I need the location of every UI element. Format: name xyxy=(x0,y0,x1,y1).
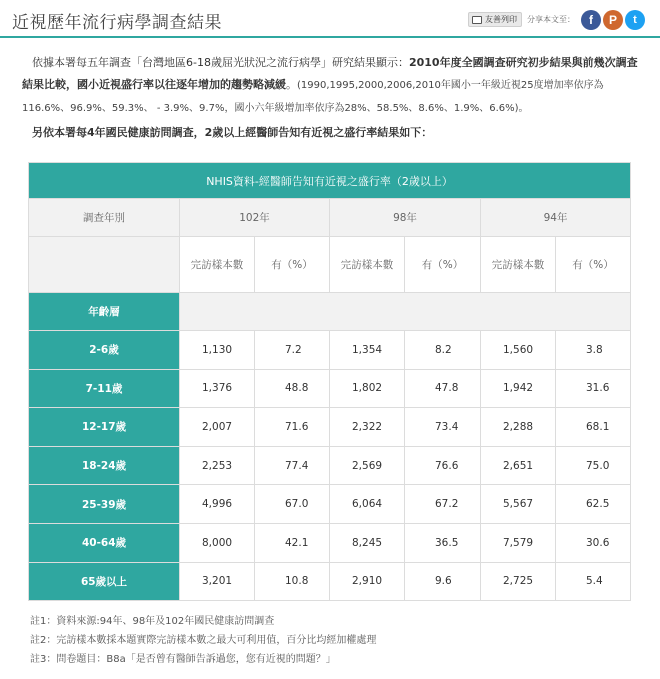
year-94: 94年 xyxy=(481,199,631,237)
sample-count-cell: 2,725 xyxy=(481,562,556,601)
sample-count-cell: 6,064 xyxy=(330,485,405,524)
prevalence-cell: 30.6 xyxy=(556,523,631,562)
prevalence-cell: 73.4 xyxy=(405,408,481,447)
page-header xyxy=(0,0,660,38)
prevalence-cell: 36.5 xyxy=(405,523,481,562)
table-row xyxy=(29,562,631,601)
year-98: 98年 xyxy=(330,199,481,237)
page-title: 近視歷年流行病學調查結果 xyxy=(12,13,222,33)
print-button[interactable] xyxy=(468,12,522,27)
sample-count-cell: 2,910 xyxy=(330,562,405,601)
sample-count-cell: 7,579 xyxy=(481,523,556,562)
sample-count-cell: 8,245 xyxy=(330,523,405,562)
share-label: 分享本文至： xyxy=(527,15,575,24)
age-cell: 12-17歲 xyxy=(29,408,180,447)
table-caption: NHIS資料-經醫師告知有近視之盛行率（2歲以上） xyxy=(29,163,631,199)
sample-count-cell: 1,802 xyxy=(330,369,405,408)
nhis-table-wrap xyxy=(28,162,630,601)
plurk-icon[interactable]: P xyxy=(603,10,623,30)
footnote-2: 註2：完訪樣本數採本題實際完訪樣本數之最大可利用值，百分比均經加權處理 xyxy=(30,635,377,646)
footnote-3: 註3：問卷題目：B8a「是否曾有醫師告訴過您，您有近視的問題？」 xyxy=(30,654,336,665)
prevalence-cell: 3.8 xyxy=(556,331,631,370)
prevalence-cell: 76.6 xyxy=(405,446,481,485)
age-cell: 65歲以上 xyxy=(29,562,180,601)
prevalence-cell: 47.8 xyxy=(405,369,481,408)
age-cell: 7-11歲 xyxy=(29,369,180,408)
sample-count-cell: 3,201 xyxy=(180,562,255,601)
sample-count-cell: 2,288 xyxy=(481,408,556,447)
age-cell: 18-24歲 xyxy=(29,446,180,485)
prevalence-cell: 62.5 xyxy=(556,485,631,524)
year-102: 102年 xyxy=(180,199,330,237)
sub-header-sample: 完訪樣本數 xyxy=(330,237,405,293)
sample-count-cell: 1,376 xyxy=(180,369,255,408)
print-button-label: 友善列印 xyxy=(485,15,517,24)
prevalence-cell: 10.8 xyxy=(255,562,330,601)
article-body xyxy=(22,52,642,144)
prevalence-cell: 7.2 xyxy=(255,331,330,370)
age-cell: 2-6歲 xyxy=(29,331,180,370)
sample-count-cell: 5,567 xyxy=(481,485,556,524)
sub-header-pct: 有（%） xyxy=(556,237,631,293)
sample-count-cell: 8,000 xyxy=(180,523,255,562)
facebook-icon[interactable]: f xyxy=(581,10,601,30)
prevalence-cell: 5.4 xyxy=(556,562,631,601)
sample-count-cell: 2,651 xyxy=(481,446,556,485)
table-row xyxy=(29,331,631,370)
sample-count-cell: 2,253 xyxy=(180,446,255,485)
sample-count-cell: 2,322 xyxy=(330,408,405,447)
sub-header-sample: 完訪樣本數 xyxy=(180,237,255,293)
table-row xyxy=(29,408,631,447)
printer-icon xyxy=(472,16,482,24)
intro-paragraph xyxy=(22,52,642,120)
sub-header-pct: 有（%） xyxy=(255,237,330,293)
prevalence-cell: 77.4 xyxy=(255,446,330,485)
table-row xyxy=(29,485,631,524)
sample-count-cell: 4,996 xyxy=(180,485,255,524)
sample-count-cell: 1,942 xyxy=(481,369,556,408)
sample-count-cell: 1,130 xyxy=(180,331,255,370)
sample-count-cell: 1,560 xyxy=(481,331,556,370)
prevalence-cell: 68.1 xyxy=(556,408,631,447)
nhis-table xyxy=(28,162,631,601)
nhis-intro: 另依本署每4年國民健康訪問調查，2歲以上經醫師告知有近視之盛行率結果如下： xyxy=(32,126,433,139)
table-row xyxy=(29,369,631,408)
sample-count-cell: 2,007 xyxy=(180,408,255,447)
footnote-1: 註1：資料來源:94年、98年及102年國民健康訪問調查 xyxy=(30,616,275,627)
sample-count-cell: 2,569 xyxy=(330,446,405,485)
year-label: 調查年別 xyxy=(29,199,180,237)
prevalence-cell: 31.6 xyxy=(556,369,631,408)
twitter-icon[interactable]: t xyxy=(625,10,645,30)
table-row xyxy=(29,523,631,562)
age-cell: 25-39歲 xyxy=(29,485,180,524)
sub-header-blank xyxy=(29,237,180,293)
age-header: 年齡層 xyxy=(29,293,180,331)
prevalence-cell: 75.0 xyxy=(556,446,631,485)
prevalence-cell: 67.2 xyxy=(405,485,481,524)
prevalence-cell: 71.6 xyxy=(255,408,330,447)
prevalence-cell: 67.0 xyxy=(255,485,330,524)
sub-header-pct: 有（%） xyxy=(405,237,481,293)
age-header-blank xyxy=(180,293,631,331)
intro-strong: 2010年度全國調查研究初步結果與前幾次調查結果比較，國小近視盛行率以往逐年增加的趨勢略減緩 xyxy=(22,56,638,91)
footnotes xyxy=(30,612,376,669)
intro-tail: 。 xyxy=(286,78,297,91)
prevalence-cell: 42.1 xyxy=(255,523,330,562)
prevalence-cell: 48.8 xyxy=(255,369,330,408)
prevalence-cell: 9.6 xyxy=(405,562,481,601)
sample-count-cell: 1,354 xyxy=(330,331,405,370)
intro-lead: 依據本署每五年調查「台灣地區6-18歲屈光狀況之流行病學」研究結果顯示： xyxy=(32,56,409,69)
table-row xyxy=(29,446,631,485)
age-cell: 40-64歲 xyxy=(29,523,180,562)
sub-header-sample: 完訪樣本數 xyxy=(481,237,556,293)
prevalence-cell: 8.2 xyxy=(405,331,481,370)
intro-stats: (1990,1995,2000,2006,2010年國小一年級近視25度增加率依序為116.6%、96.9%、59.3%、 - 3.9%、9.7%，國小六年級增加率依序為28%、58.5%、8.6%、1.9%、6.6%)。 xyxy=(22,80,604,114)
